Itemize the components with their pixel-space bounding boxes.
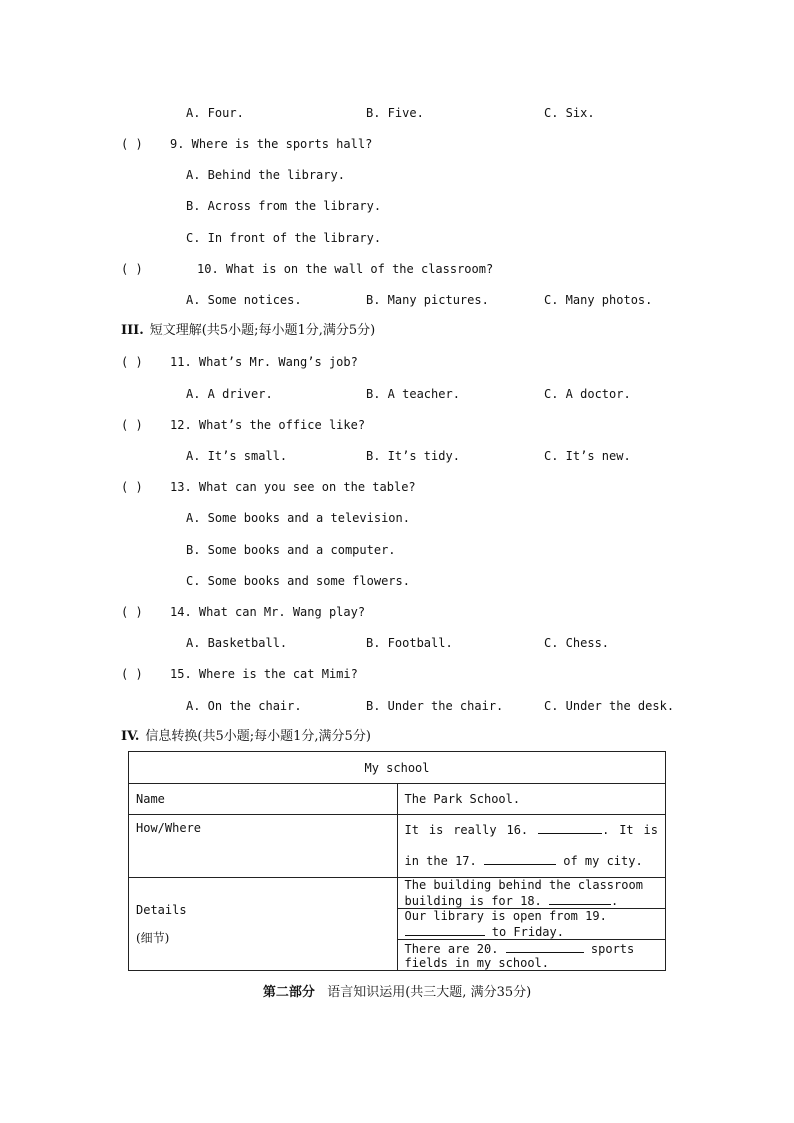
answer-blank-16[interactable] xyxy=(538,821,602,834)
details-label-cell xyxy=(129,878,398,971)
row-label: How/Where xyxy=(129,815,398,878)
part-title: 语言知识运用(共三大题, 满分35分) xyxy=(327,985,532,1000)
question-text: 10. What is on the wall of the classroom? xyxy=(197,262,494,276)
question-text: 9. Where is the sports hall? xyxy=(170,137,373,151)
section-number: III. xyxy=(121,323,144,338)
section-title: 短文理解(共5小题;每小题1分,满分5分) xyxy=(149,323,376,338)
q11-option-b: B. A teacher. xyxy=(366,387,460,401)
text: to Friday. xyxy=(491,925,564,939)
text: There are 20. xyxy=(404,942,499,956)
q14-option-a: A. Basketball. xyxy=(186,636,288,650)
answer-bracket: ( ) xyxy=(121,605,143,619)
q11-option-c: C. A doctor. xyxy=(544,387,631,401)
table-row-how xyxy=(129,815,666,878)
section-title: 信息转换(共5小题;每小题1分,满分5分) xyxy=(145,729,371,744)
row-label: Name xyxy=(129,784,398,815)
answer-bracket: ( ) xyxy=(121,667,143,681)
text: Our library is open from 19. xyxy=(404,909,607,923)
row-value: The Park School. xyxy=(397,784,666,815)
section-number: IV. xyxy=(121,729,140,744)
text: It is really 16. xyxy=(404,823,529,837)
part-label: 第二部分 xyxy=(262,985,315,1000)
question-text: 13. What can you see on the table? xyxy=(170,480,416,494)
option-text: C. Some books and some flowers. xyxy=(186,574,410,588)
row-value xyxy=(397,815,666,878)
option-text: B. Some books and a computer. xyxy=(186,543,396,557)
answer-blank-19[interactable] xyxy=(405,923,485,936)
q12-option-a: A. It’s small. xyxy=(186,449,288,463)
part-two-heading xyxy=(0,981,794,1000)
answer-bracket: ( ) xyxy=(121,355,143,369)
table-header: My school xyxy=(129,752,666,784)
q12-option-c: C. It’s new. xyxy=(544,449,631,463)
q8-option-a: A. Four. xyxy=(186,106,244,120)
answer-bracket: ( ) xyxy=(121,418,143,432)
row-value xyxy=(397,909,666,940)
q15-option-a: A. On the chair. xyxy=(186,699,302,713)
text: . It is in the 17. xyxy=(404,823,658,868)
table-row-name xyxy=(129,784,666,815)
q10-option-a: A. Some notices. xyxy=(186,293,302,307)
answer-bracket: ( ) xyxy=(121,262,143,276)
option-text: B. Across from the library. xyxy=(186,199,382,213)
q11-option-a: A. A driver. xyxy=(186,387,273,401)
row-label: Details xyxy=(136,903,187,917)
option-text: A. Behind the library. xyxy=(186,168,345,182)
row-sublabel: (细节) xyxy=(136,931,170,945)
question-text: 14. What can Mr. Wang play? xyxy=(170,605,366,619)
q8-option-b: B. Five. xyxy=(366,106,424,120)
info-table xyxy=(128,751,666,971)
q10-option-b: B. Many pictures. xyxy=(366,293,489,307)
table-row-details-1 xyxy=(129,878,666,909)
q15-option-b: B. Under the chair. xyxy=(366,699,504,713)
text: of my city. xyxy=(563,854,643,868)
text: . xyxy=(611,894,619,908)
row-value xyxy=(397,878,666,909)
q14-option-b: B. Football. xyxy=(366,636,453,650)
answer-blank-20[interactable] xyxy=(506,940,584,953)
answer-bracket: ( ) xyxy=(121,137,143,151)
option-text: A. Some books and a television. xyxy=(186,511,410,525)
answer-blank-17[interactable] xyxy=(484,852,556,865)
answer-blank-18[interactable] xyxy=(549,892,611,905)
question-text: 12. What’s the office like? xyxy=(170,418,366,432)
q8-option-c: C. Six. xyxy=(544,106,595,120)
q12-option-b: B. It’s tidy. xyxy=(366,449,460,463)
question-text: 11. What’s Mr. Wang’s job? xyxy=(170,355,358,369)
q10-option-c: C. Many photos. xyxy=(544,293,653,307)
option-text: C. In front of the library. xyxy=(186,231,382,245)
q14-option-c: C. Chess. xyxy=(544,636,610,650)
answer-bracket: ( ) xyxy=(121,480,143,494)
text: The building behind the classroom building is for 18. xyxy=(404,878,643,908)
question-text: 15. Where is the cat Mimi? xyxy=(170,667,358,681)
row-value xyxy=(397,940,666,971)
text: sports fields in my school. xyxy=(404,942,635,970)
q15-option-c: C. Under the desk. xyxy=(544,699,675,713)
